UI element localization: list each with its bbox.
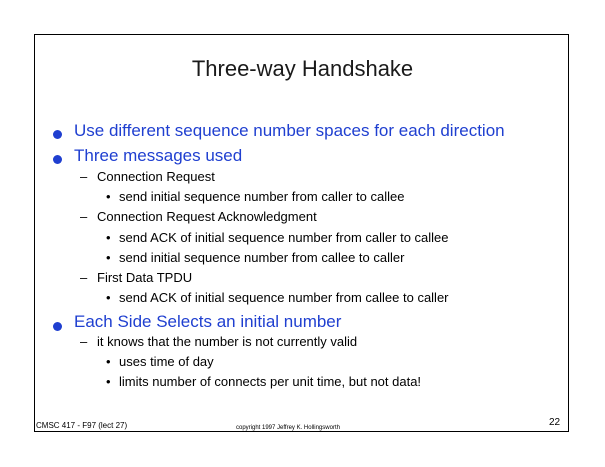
list-item: Each Side Selects an initial number [74, 312, 342, 331]
list-item: send initial sequence number from caller to callee [119, 189, 405, 204]
bullet-icon: • [106, 250, 111, 265]
bullet-dot-icon [53, 126, 62, 144]
dash-icon: – [80, 334, 88, 349]
footer-course: CMSC 417 - F97 (lect 27) [36, 421, 128, 430]
list-item: Three messages used [74, 146, 243, 165]
dash-icon: – [80, 270, 88, 285]
footer-copyright: copyright 1997 Jeffrey K. Hollingsworth [236, 425, 340, 431]
list-item: Use different sequence number spaces for each direction [74, 121, 505, 140]
list-item: send ACK of initial sequence number from caller to callee [119, 230, 449, 245]
bullet-icon: • [106, 189, 111, 204]
dash-icon: – [80, 209, 88, 224]
list-item: uses time of day [119, 354, 214, 369]
bullet-dot-icon [53, 151, 62, 169]
bullet-icon: • [106, 374, 111, 389]
dash-icon: – [80, 169, 88, 184]
list-item: First Data TPDU [97, 270, 193, 285]
slide-title: Three-way Handshake [191, 56, 414, 81]
list-item: Connection Request Acknowledgment [97, 209, 317, 224]
bullet-icon: • [106, 290, 111, 305]
bullet-icon: • [106, 354, 111, 369]
page-number: 22 [549, 417, 561, 428]
list-item: it knows that the number is not currently valid [97, 334, 358, 349]
list-item: send initial sequence number from callee to caller [119, 250, 405, 265]
bullet-dot-icon [53, 318, 62, 336]
list-item: limits number of connects per unit time, but not data! [119, 374, 422, 389]
list-item: Connection Request [97, 169, 215, 184]
list-item: send ACK of initial sequence number from callee to caller [119, 290, 449, 305]
bullet-icon: • [106, 230, 111, 245]
